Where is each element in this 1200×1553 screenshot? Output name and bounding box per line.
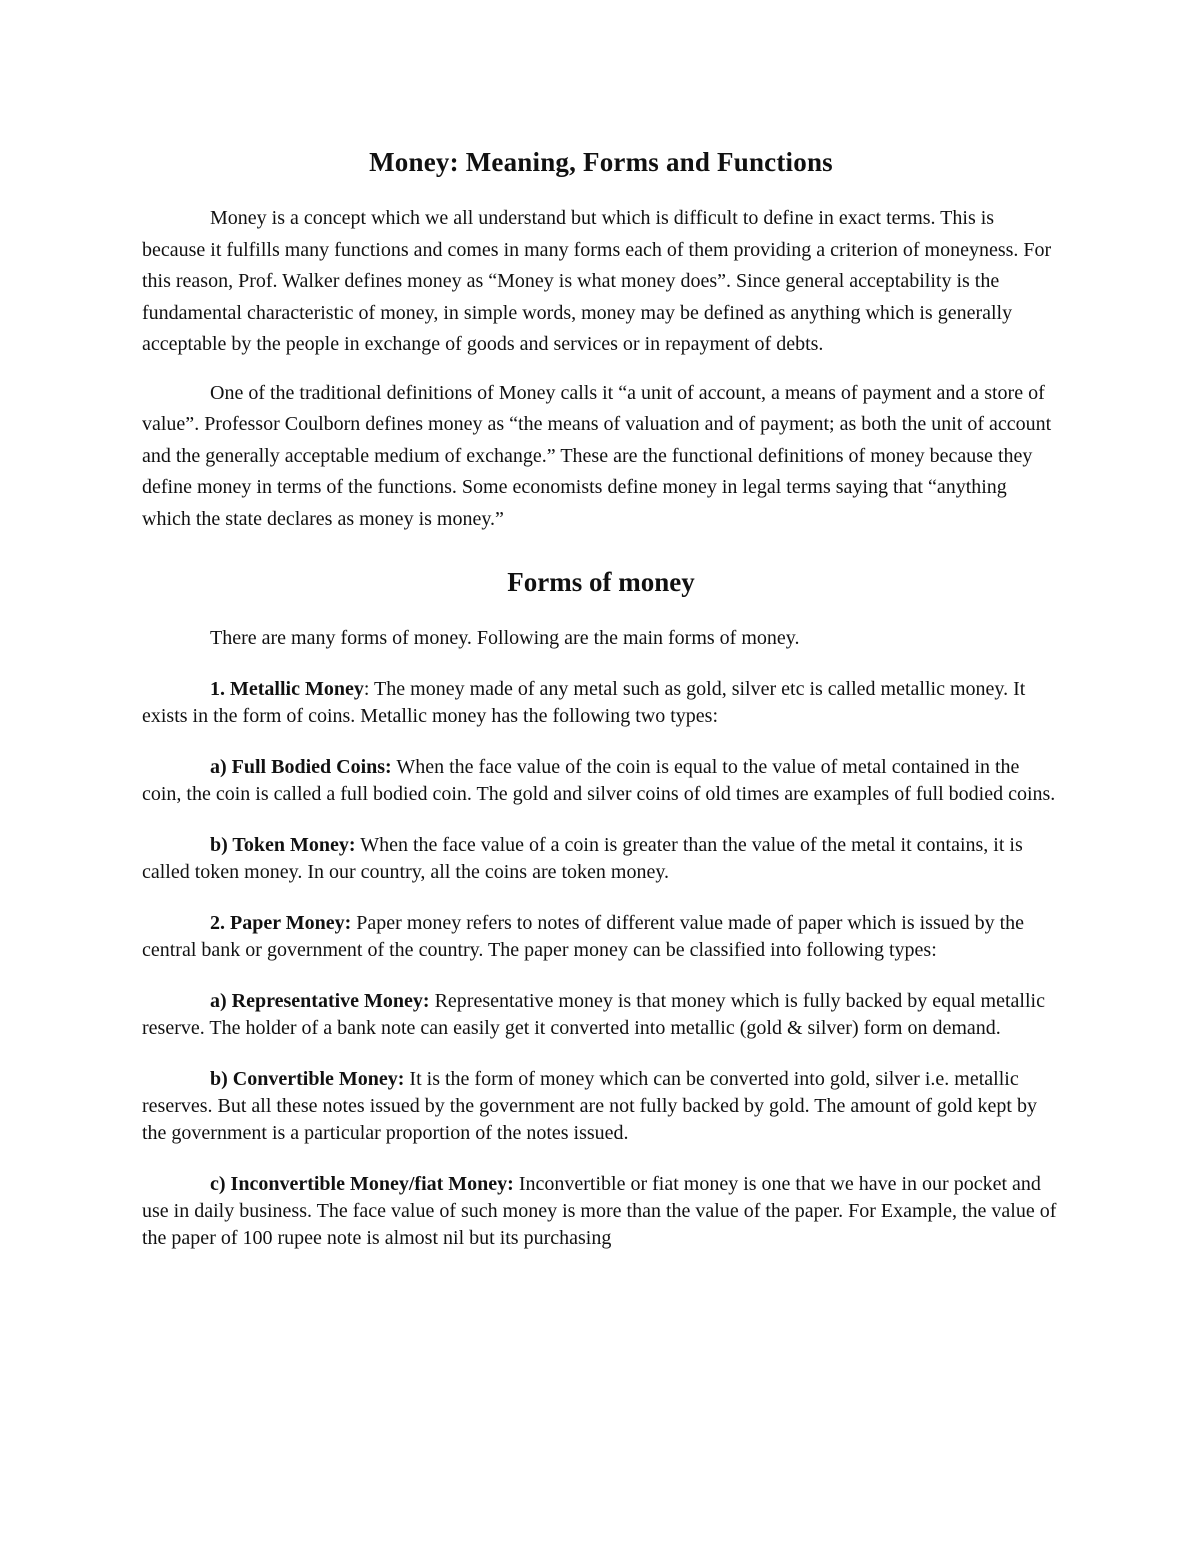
definitions-paragraph: One of the traditional definitions of Money calls it “a unit of account, a means of payment and a store of value”. Professor Coulborn defines money as “the means of valuation and of payment; as both the unit of account and the generally acceptable medium of exchange.” These are the functional definitions of money because they define money in terms of the functions. Some economists define money in legal terms saying that “anything which the state declares as money is money.” (142, 381, 1052, 530)
item-text: It is the form of money which can be converted into gold, silver i.e. metallic reserves. But all these notes issued by the government are not fully backed by gold. The amount of gold kept by the government is a particular proportion of the notes issued. (142, 1068, 1037, 1144)
item-text: Paper money refers to notes of different value made of paper which is issued by the central bank or government of the country. The paper money can be classified into following types: (142, 912, 1025, 961)
item-text: When the face value of the coin is equal to the value of metal contained in the coin, the coin is called a full bodied coin. The gold and silver coins of old times are examples of full bodied coins. (142, 756, 1056, 805)
item-text: Inconvertible or fiat money is one that we have in our pocket and use in daily business. The face value of such money is more than the value of the paper. For Example, the value of the paper of 100 rupee note is almost nil but its purchasing (142, 1173, 1057, 1249)
item-label: a) Full Bodied Coins: (210, 756, 392, 778)
forms-heading: Forms of money (507, 567, 695, 597)
intro-paragraph: Money is a concept which we all understand but which is difficult to define in exact terms. This is because it fulfills many functions and comes in many forms each of them providing a criterion of moneyness. For this reason, Prof. Walker defines money as “Money is what money does”. Since general acceptability is the fundamental characteristic of money, in simple words, money may be defined as anything which is generally acceptable by the people in exchange of goods and services or in repayment of debts. (142, 207, 1052, 355)
item-metallic-money (142, 676, 1060, 730)
item-label: b) Convertible Money: (210, 1068, 405, 1090)
item-text: When the face value of a coin is greater than the value of the metal it contains, it is called token money. In our country, all the coins are token money. (142, 834, 1023, 883)
item-label: b) Token Money: (210, 834, 356, 856)
item-label: c) Inconvertible Money/fiat Money: (210, 1173, 514, 1195)
item-label: a) Representative Money: (210, 990, 430, 1012)
item-full-bodied-coins (142, 754, 1060, 808)
item-paper-money (142, 910, 1060, 964)
item-token-money (142, 832, 1060, 886)
item-label: 2. Paper Money: (210, 912, 352, 934)
item-inconvertible-money (142, 1171, 1060, 1252)
item-label: 1. Metallic Money (210, 678, 364, 700)
page-title: Money: Meaning, Forms and Functions (369, 147, 833, 177)
forms-lead: There are many forms of money. Following are the main forms of money. (210, 627, 800, 649)
item-text: Representative money is that money which is fully backed by equal metallic reserve. The holder of a bank note can easily get it converted into metallic (gold & silver) form on demand. (142, 990, 1045, 1039)
item-convertible-money (142, 1066, 1060, 1147)
item-representative-money (142, 988, 1060, 1042)
item-text: : The money made of any metal such as gold, silver etc is called metallic money. It exists in the form of coins. Metallic money has the following two types: (142, 678, 1026, 727)
